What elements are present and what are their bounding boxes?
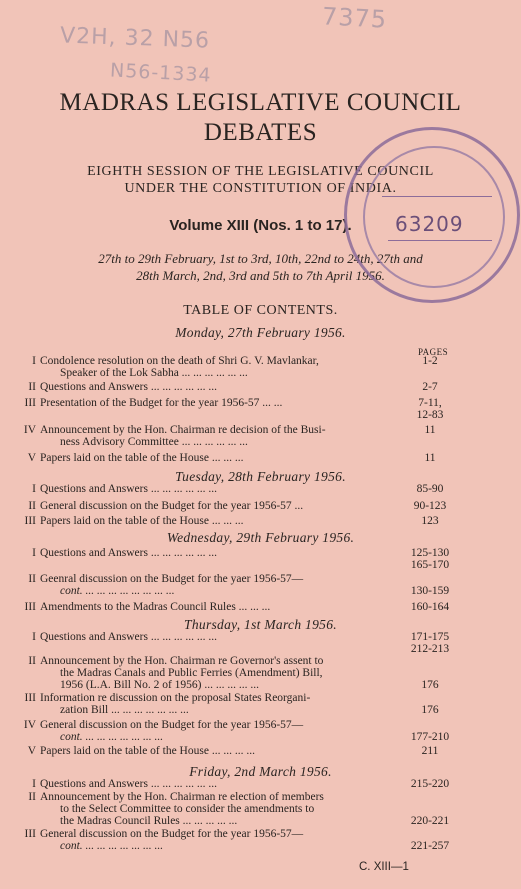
entry-text: the Madras Council Rules ... ... ... ... ...: [60, 815, 238, 827]
entry-number: V: [27, 745, 36, 757]
entry-pages: 11: [424, 452, 436, 464]
entry-pages: 123: [421, 515, 439, 527]
entry-text: Questions and Answers ... ... ... ... ... ...: [40, 547, 217, 559]
entry-text: the Madras Canals and Public Ferries (Amendment) Bill,: [60, 667, 323, 679]
entry-pages: 160-164: [410, 601, 450, 613]
entry-pages: 7-11,: [418, 397, 442, 409]
entry-pages: 130-159: [410, 585, 450, 597]
handwritten-number: 7375: [321, 2, 388, 34]
entry-pages: 165-170: [410, 559, 450, 571]
entry-number: III: [24, 397, 36, 409]
handwritten-reference: V2H, 32 N56: [59, 23, 211, 54]
entry-number: III: [24, 601, 36, 613]
volume-line: Volume XIII (Nos. 1 to 17).: [169, 217, 352, 234]
entry-number: II: [28, 381, 36, 393]
stamp-number: 63209: [395, 212, 464, 236]
entry-text: General discussion on the Budget for the year 1956-57 ...: [40, 500, 304, 512]
entry-pages: 220-221: [410, 815, 450, 827]
entry-text: Papers laid on the table of the House ... ... ...: [40, 515, 244, 527]
stamp-line-lower: [388, 240, 492, 241]
entry-text: to the Select Committee to consider the amendments to: [60, 803, 315, 815]
day-heading: Thursday, 1st March 1956.: [184, 617, 337, 632]
entry-text: Announcement by the Hon. Chairman re Governor's assent to: [40, 655, 324, 667]
entry-text: Papers laid on the table of the House ... ... ...: [40, 452, 244, 464]
entry-number: IV: [23, 719, 36, 731]
entry-text: ness Advisory Committee ... ... ... ... ... ...: [60, 436, 248, 448]
entry-number: I: [32, 483, 36, 495]
day-heading: Wednesday, 29th February 1956.: [166, 530, 355, 545]
entry-text: Information re discussion on the proposal States Reorgani-: [40, 692, 311, 704]
entry-pages: 171-175: [410, 631, 450, 643]
day-heading: Tuesday, 28th February 1956.: [175, 469, 346, 484]
entry-pages: 1-2: [422, 355, 438, 367]
entry-text: 1956 (L.A. Bill No. 2 of 1956) ... ... ... ... ...: [60, 679, 260, 691]
footer-signature: C. XIII—1: [359, 861, 409, 873]
entry-text: Questions and Answers ... ... ... ... ... ...: [40, 381, 217, 393]
entry-pages: 90-123: [413, 500, 447, 512]
dates-line-2: 28th March, 2nd, 3rd and 5th to 7th April 1956.: [136, 268, 385, 283]
entry-pages: 12-83: [416, 409, 444, 421]
entry-text: Questions and Answers ... ... ... ... ... ...: [40, 778, 217, 790]
entry-pages: 125-130: [410, 547, 450, 559]
session-line-2: UNDER THE CONSTITUTION OF INDIA.: [124, 181, 397, 196]
entry-text: Announcement by the Hon. Chairman re election of members: [40, 791, 324, 803]
entry-number: I: [32, 355, 36, 367]
toc-title: TABLE OF CONTENTS.: [183, 303, 338, 318]
entry-number: II: [28, 500, 36, 512]
entry-text: cont. ... ... ... ... ... ... ...: [60, 731, 164, 743]
entry-pages: 211: [421, 745, 439, 757]
title-line-2: DEBATES: [203, 119, 318, 146]
entry-text: Questions and Answers ... ... ... ... ... ...: [40, 483, 217, 495]
session-line-1: EIGHTH SESSION OF THE LEGISLATIVE COUNCIL: [87, 164, 434, 179]
entry-text: cont. ... ... ... ... ... ... ... ...: [60, 585, 175, 597]
handwritten-reference-2: N56-1334: [109, 59, 213, 87]
entry-text: Papers laid on the table of the House ... ... ... ...: [40, 745, 255, 757]
entry-number: II: [28, 573, 36, 585]
entry-pages: 177-210: [410, 731, 450, 743]
title-line-1: MADRAS LEGISLATIVE COUNCIL: [59, 89, 462, 116]
entry-text: Speaker of the Lok Sabha ... ... ... ... ... ...: [60, 367, 248, 379]
entry-number: III: [24, 515, 36, 527]
pages-heading: PAGES: [418, 347, 449, 357]
entry-text: zation Bill ... ... ... ... ... ... ...: [60, 704, 189, 716]
entry-pages: 176: [421, 704, 439, 716]
entry-text: Announcement by the Hon. Chairman re decision of the Busi-: [40, 424, 326, 436]
entry-number: II: [28, 791, 36, 803]
entry-pages: 2-7: [422, 381, 438, 393]
entry-text: Presentation of the Budget for the year 1956-57 ... ...: [40, 397, 283, 409]
entry-number: II: [28, 655, 36, 667]
stamp-line: [382, 196, 492, 197]
entry-pages: 221-257: [410, 840, 450, 852]
entry-pages: 176: [421, 679, 439, 691]
entry-text: Condolence resolution on the death of Shri G. V. Mavlankar,: [40, 355, 319, 367]
day-heading: Monday, 27th February 1956.: [175, 325, 346, 340]
entry-text: cont. ... ... ... ... ... ... ...: [60, 840, 164, 852]
dates-line-1: 27th to 29th February, 1st to 3rd, 10th, 22nd to 24th, 27th and: [98, 251, 423, 266]
entry-text: General discussion on the Budget for the year 1956-57—: [40, 719, 304, 731]
entry-number: I: [32, 631, 36, 643]
entry-number: III: [24, 828, 36, 840]
entry-pages: 215-220: [410, 778, 450, 790]
entry-pages: 11: [424, 424, 436, 436]
entry-number: III: [24, 692, 36, 704]
entry-number: I: [32, 778, 36, 790]
entry-text: Amendments to the Madras Council Rules ... ... ...: [40, 601, 271, 613]
entry-number: V: [27, 452, 36, 464]
entry-pages: 212-213: [410, 643, 450, 655]
entry-text: Geenral discussion on the Budget for the yaer 1956-57—: [40, 573, 304, 585]
entry-text: Questions and Answers ... ... ... ... ... ...: [40, 631, 217, 643]
entry-number: IV: [23, 424, 36, 436]
entry-number: I: [32, 547, 36, 559]
entry-text: General discussion on the Budget for the year 1956-57—: [40, 828, 304, 840]
entry-pages: 85-90: [416, 483, 444, 495]
day-heading: Friday, 2nd March 1956.: [189, 764, 332, 779]
